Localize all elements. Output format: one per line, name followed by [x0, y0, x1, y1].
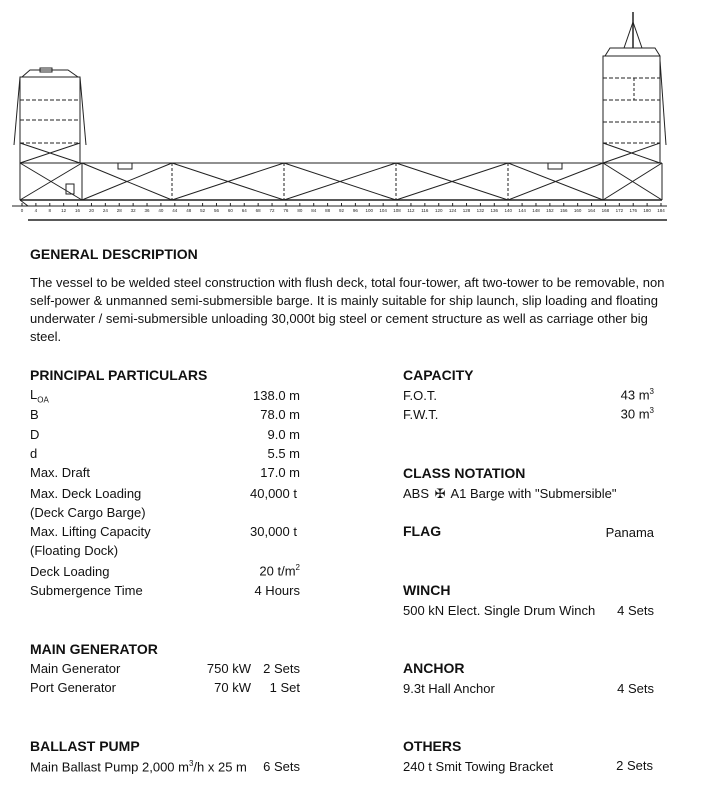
scale-tick-label: 20 — [88, 208, 94, 213]
scale-tick-label: 172 — [615, 208, 624, 213]
ballast-pump-item: Main Ballast Pump 2,000 $m^3/h$ x 25 m — [30, 759, 247, 775]
deck-cargo-barge-note: (Deck Cargo Barge) — [30, 505, 146, 520]
scale-tick-label: 124 — [448, 208, 457, 213]
scale-tick-label: 100 — [365, 208, 374, 213]
scale-tick-label: 72 — [269, 208, 275, 213]
general-description-title: GENERAL DESCRIPTION — [30, 246, 198, 262]
fwt-label: F.W.T. — [403, 407, 439, 422]
scale-tick-label: 156 — [560, 208, 568, 213]
scale-tick-label: 68 — [255, 208, 261, 213]
scale-tick-label: 160 — [573, 208, 582, 213]
scale-tick-label: 48 — [186, 208, 192, 213]
scale-tick-label: 80 — [297, 208, 303, 213]
scale-tick-label: 108 — [393, 208, 401, 213]
anchor-item: 9.3t Hall Anchor — [403, 681, 495, 696]
port-generator-power: 70 kW — [214, 680, 251, 695]
main-generator-title: MAIN GENERATOR — [30, 641, 158, 657]
others-title: OTHERS — [403, 738, 462, 754]
ballast-pump-qty: 6 Sets — [263, 759, 300, 774]
scale-tick-label: 128 — [462, 208, 471, 213]
others-qty: 2 Sets — [616, 758, 653, 773]
scale-tick-label: 176 — [629, 208, 637, 213]
deck-loading-value: 20 $t/m^2$ — [259, 563, 300, 579]
frame-scale — [21, 203, 666, 213]
scale-tick-label: 120 — [434, 208, 443, 213]
anchor-qty: 4 Sets — [617, 681, 654, 696]
max-lifting-label: Max. Lifting Capacity — [30, 524, 151, 539]
max-lifting-value: 30,000 t — [250, 524, 297, 539]
deck-loading-label: Deck Loading — [30, 564, 110, 579]
main-generator-power: 750 kW — [206, 661, 251, 676]
scale-tick-label: 184 — [657, 208, 665, 213]
main-generator-label: Main Generator — [30, 661, 121, 676]
fwt-value: 30 $m^3$ — [620, 406, 654, 422]
b-label: B — [30, 407, 39, 422]
loa-label: $L_{OA}$ — [30, 387, 49, 405]
fot-value: 43 $m^3$ — [620, 387, 654, 403]
right-tower — [603, 56, 660, 163]
scale-tick-label: 92 — [338, 208, 345, 213]
class-notation-value: ABS ✠ A1 Barge with "Submersible" — [403, 486, 617, 501]
scale-tick-label: 16 — [75, 208, 81, 213]
max-draft-value: 17.0 m — [260, 465, 300, 480]
scale-tick-label: 8 — [48, 208, 52, 213]
draft-d-label: d — [30, 446, 38, 461]
draft-d-value: 5.5 m — [267, 446, 300, 461]
flag-value: Panama — [605, 525, 654, 540]
depth-value: 9.0 m — [267, 427, 300, 442]
scale-tick-label: 96 — [352, 208, 358, 213]
scale-tick-label: 136 — [490, 208, 499, 213]
scale-tick-label: 0 — [20, 208, 24, 213]
fot-label: F.O.T. — [403, 388, 437, 403]
scale-tick-label: 180 — [643, 208, 651, 213]
capacity-title: CAPACITY — [403, 367, 474, 383]
principal-particulars-title: PRINCIPAL PARTICULARS — [30, 367, 208, 383]
scale-tick-label: 56 — [213, 208, 219, 213]
scale-tick-label: 64 — [241, 208, 247, 213]
scale-tick-label: 144 — [518, 208, 526, 213]
flag-title: FLAG — [403, 523, 442, 539]
scale-tick-label: 88 — [325, 208, 331, 213]
scale-tick-label: 52 — [200, 208, 206, 213]
class-notation-title: CLASS NOTATION — [403, 465, 526, 481]
anchor-title: ANCHOR — [403, 660, 465, 676]
submergence-time-label: Submergence Time — [30, 583, 143, 598]
general-description-text: The vessel to be welded steel construction with flush deck, total four-tower, aft two-tower to be removable, non self-power & unmanned semi-submersible barge. It is mainly suitable for ship launch, slip loading and floating underwater / semi-submersible unloading 30,000t big steel or cement structure as well as carriage other big steel. — [30, 275, 665, 344]
submergence-time-value: 4 Hours — [254, 583, 300, 598]
scale-tick-label: 44 — [172, 208, 178, 213]
port-generator-label: Port Generator — [30, 680, 116, 695]
winch-item: 500 kN Elect. Single Drum Winch — [403, 603, 596, 618]
others-item: 240 t Smit Towing Bracket — [403, 759, 554, 774]
scale-tick-label: 152 — [546, 208, 554, 213]
scale-tick-label: 132 — [476, 208, 485, 213]
scale-tick-label: 32 — [130, 208, 136, 213]
loa-value: 138.0 m — [253, 388, 300, 403]
scale-tick-label: 84 — [311, 208, 317, 213]
scale-tick-label: 24 — [102, 208, 108, 213]
max-draft-label: Max. Draft — [30, 465, 90, 480]
scale-tick-label: 60 — [227, 208, 233, 213]
maltese-cross-icon: ✠ — [434, 486, 446, 501]
barge-profile-drawing — [0, 0, 725, 230]
scale-tick-label: 4 — [34, 208, 38, 213]
main-generator-qty: 2 Sets — [263, 661, 300, 676]
scale-tick-label: 76 — [283, 208, 289, 213]
scale-tick-label: 104 — [379, 208, 387, 213]
winch-title: WINCH — [403, 582, 451, 598]
port-generator-qty: 1 Set — [269, 680, 300, 695]
floating-dock-note: (Floating Dock) — [30, 543, 119, 558]
scale-tick-label: 168 — [601, 208, 610, 213]
winch-qty: 4 Sets — [617, 603, 654, 618]
scale-tick-label: 164 — [587, 208, 596, 213]
max-deck-loading-value: 40,000 t — [250, 486, 297, 501]
scale-tick-label: 40 — [158, 208, 164, 213]
ballast-pump-title: BALLAST PUMP — [30, 738, 140, 754]
scale-tick-label: 148 — [532, 208, 540, 213]
scale-tick-label: 116 — [421, 208, 429, 213]
depth-label: D — [30, 427, 40, 442]
scale-tick-label: 12 — [61, 208, 67, 213]
max-deck-loading-label: Max. Deck Loading — [30, 486, 142, 501]
b-value: 78.0 m — [260, 407, 300, 422]
scale-tick-label: 36 — [144, 208, 150, 213]
scale-tick-label: 140 — [504, 208, 512, 213]
scale-tick-label: 112 — [407, 208, 415, 213]
scale-tick-label: 28 — [116, 208, 122, 213]
